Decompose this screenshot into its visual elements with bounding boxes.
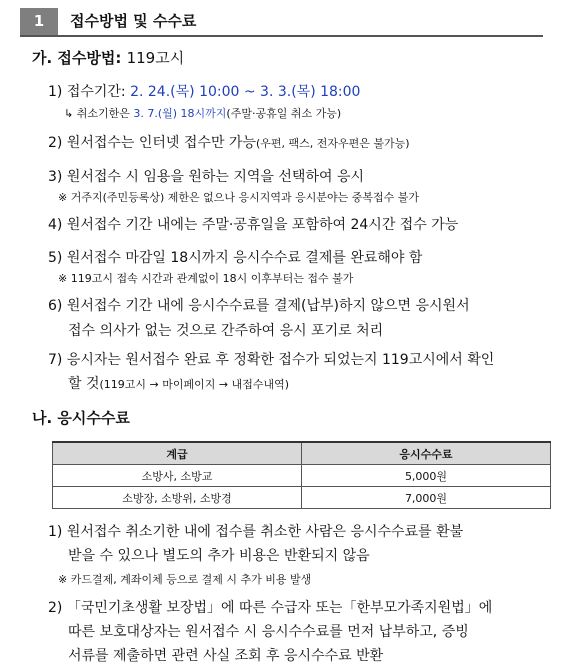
item-4: 4) 원서접수 기간 내에는 주말·공휴일을 포함하여 24시간 접수 가능: [48, 217, 459, 233]
table-cell-rank: 소방장, 소방위, 소방경: [53, 487, 302, 509]
item-7-line2-note: (119고시 → 마이페이지 → 내접수내역): [99, 378, 290, 391]
table-row: [53, 487, 551, 509]
item-5: 5) 원서접수 마감일 18시까지 응시수수료 결제를 완료해야 함: [48, 250, 423, 266]
ga-heading-label: 가. 접수방법:: [32, 49, 127, 67]
fee-item-1-line1: 1) 원서접수 취소기한 내에 접수를 취소한 사람은 응시수수료를 환불: [48, 524, 464, 540]
item-1-sub-deadline: 3. 7.(월) 18시까지: [133, 107, 227, 120]
fee-table: [52, 441, 551, 509]
item-5-note: ※ 119고시 접속 시간과 관계없이 18시 이후부터는 접수 불가: [58, 272, 354, 285]
item-7-line2: [68, 374, 289, 395]
table-cell-rank: 소방사, 소방교: [53, 465, 302, 487]
table-header-rank: 계급: [53, 442, 302, 465]
item-7-line2-text: 할 것: [68, 376, 100, 392]
fee-item-1-note: ※ 카드결제, 계좌이체 등으로 결제 시 추가 비용 발생: [58, 573, 312, 586]
section-number: 1: [20, 8, 58, 35]
item-2-text: 2) 원서접수는 인터넷 접수만 가능: [48, 135, 256, 151]
table-header-fee: 응시수수료: [302, 442, 551, 465]
subsection-na-heading: 나. 응시수수료: [32, 409, 130, 427]
table-cell-fee: 5,000원: [302, 465, 551, 487]
fee-item-2-line1: 2) 「국민기초생활 보장법」에 따른 수급자 또는「한부모가족지원법」에: [48, 600, 493, 616]
item-6-line2: 접수 의사가 없는 것으로 간주하여 응시 포기로 처리: [68, 323, 384, 339]
section-title: 접수방법 및 수수료: [70, 12, 197, 30]
item-1-sub-suffix: (주말·공휴일 취소 가능): [226, 107, 342, 120]
table-header-row: [53, 442, 551, 465]
item-1-sub-prefix: ↳ 취소기한은: [64, 107, 134, 120]
item-2-note: (우편, 팩스, 전자우편은 불가능): [255, 137, 410, 150]
item-2: [48, 133, 410, 154]
table-row: [53, 465, 551, 487]
ga-heading-value: 119고시: [126, 49, 185, 67]
subsection-ga-heading: [32, 48, 184, 68]
item-1-period: 2. 24.(목) 10:00 ~ 3. 3.(목) 18:00: [130, 84, 361, 100]
fee-item-2-line3: 서류를 제출하면 관련 사실 조회 후 응시수수료 반환: [68, 648, 384, 664]
item-1-sub: [64, 104, 341, 124]
section-header: [20, 8, 543, 37]
item-7-line1: 7) 응시자는 원서접수 완료 후 정확한 접수가 되었는지 119고시에서 확인: [48, 352, 495, 368]
item-3: 3) 원서접수 시 임용을 원하는 지역을 선택하여 응시: [48, 169, 364, 185]
table-cell-fee: 7,000원: [302, 487, 551, 509]
fee-item-1-line2: 받을 수 있으나 별도의 추가 비용은 반환되지 않음: [68, 548, 370, 564]
item-3-note: ※ 거주지(주민등록상) 제한은 없으나 응시지역과 응시분야는 중복접수 불가: [58, 191, 420, 204]
item-1: [48, 82, 360, 102]
item-1-label: 1) 접수기간:: [48, 84, 131, 100]
item-6-line1: 6) 원서접수 기간 내에 응시수수료를 결제(납부)하지 않으면 응시원서: [48, 298, 470, 314]
fee-item-2-line2: 따른 보호대상자는 원서접수 시 응시수수료를 먼저 납부하고, 증빙: [68, 624, 469, 640]
